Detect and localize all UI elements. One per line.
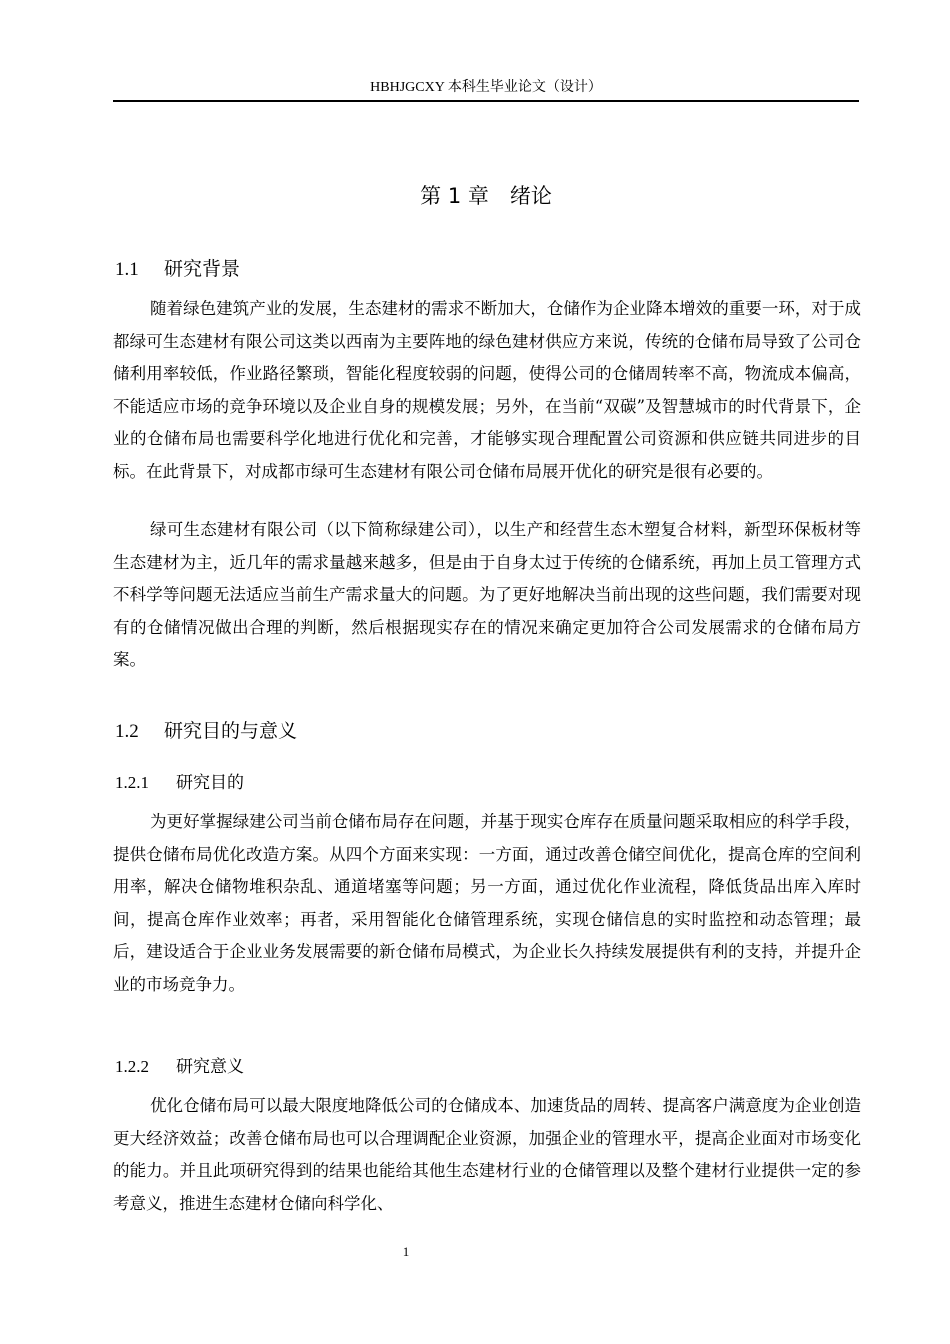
paragraph-background-2: 绿可生态建材有限公司（以下简称绿建公司），以生产和经营生态木塑复合材料，新型环保板材等生态建材为主，近几年的需求量越来越多，但是由于自身太过于传统的仓储系统，再加上员工管理方式不科学等问题无法适应当前生产需求量大的问题。为了更好地解决当前出现的这些问题，我们需要对现有的仓储情况做出合理的判断，然后根据现实存在的情况来确定更加符合公司发展需求的仓储布局方案。 [113, 520, 861, 669]
section-heading-1-2 [115, 716, 297, 743]
chapter-title: 第 1 章 绪论 [420, 184, 552, 208]
paragraph-background-1: 随着绿色建筑产业的发展，生态建材的需求不断加大，仓储作为企业降本增效的重要一环，对于成都绿可生态建材有限公司这类以西南为主要阵地的绿色建材供应方来说，传统的仓储布局导致了公司仓储利用率较低，作业路径繁琐，智能化程度较弱的问题，使得公司的仓储周转率不高，物流成本偏高，不能适应市场的竞争环境以及企业自身的规模发展；另外，在当前“双碳”及智慧城市的时代背景下，企业的仓储布局也需要科学化地进行优化和完善，才能够实现合理配置公司资源和供应链共同进步的目标。在此背景下，对成都市绿可生态建材有限公司仓储布局展开优化的研究是很有必要的。 [113, 299, 861, 481]
section-heading-1-2-1 [115, 768, 244, 793]
paragraph-significance: 优化仓储布局可以最大限度地降低公司的仓储成本、加速货品的周转、提高客户满意度为企业创造更大经济效益；改善仓储布局也可以合理调配企业资源，加强企业的管理水平，提高企业面对市场变化的能力。并且此项研究得到的结果也能给其他生态建材行业的仓储管理以及整个建材行业提供一定的参考意义，推进生态建材仓储向科学化、 [113, 1096, 861, 1213]
section-title: 研究目的 [176, 773, 244, 793]
section-title: 研究背景 [164, 258, 241, 280]
section-title: 研究意义 [176, 1057, 244, 1077]
page-number: 1 [402, 1244, 410, 1259]
paragraph-purpose: 为更好掌握绿建公司当前仓储布局存在问题，并基于现实仓库存在质量问题采取相应的科学手段，提供仓储布局优化改造方案。从四个方面来实现：一方面，通过改善仓储空间优化，提高仓库的空间利用率，解决仓储物堆积杂乱、通道堵塞等问题；另一方面，通过优化作业流程，降低货品出库入库时间，提高仓库作业效率；再者，采用智能化仓储管理系统，实现仓储信息的实时监控和动态管理；最后，建设适合于企业业务发展需要的新仓储布局模式，为企业长久持续发展提供有利的支持，并提升企业的市场竞争力。 [113, 812, 861, 994]
section-number: 1.2 [115, 721, 139, 742]
section-title: 研究目的与意义 [164, 720, 298, 742]
section-heading-1-2-2 [115, 1052, 244, 1077]
section-heading-1-1 [115, 254, 240, 281]
section-number: 1.1 [115, 259, 139, 280]
section-number: 1.2.2 [115, 1057, 149, 1076]
running-header: HBHJGCXY 本科生毕业论文（设计） [370, 80, 602, 95]
header-rule [113, 100, 859, 102]
section-number: 1.2.1 [115, 773, 149, 792]
